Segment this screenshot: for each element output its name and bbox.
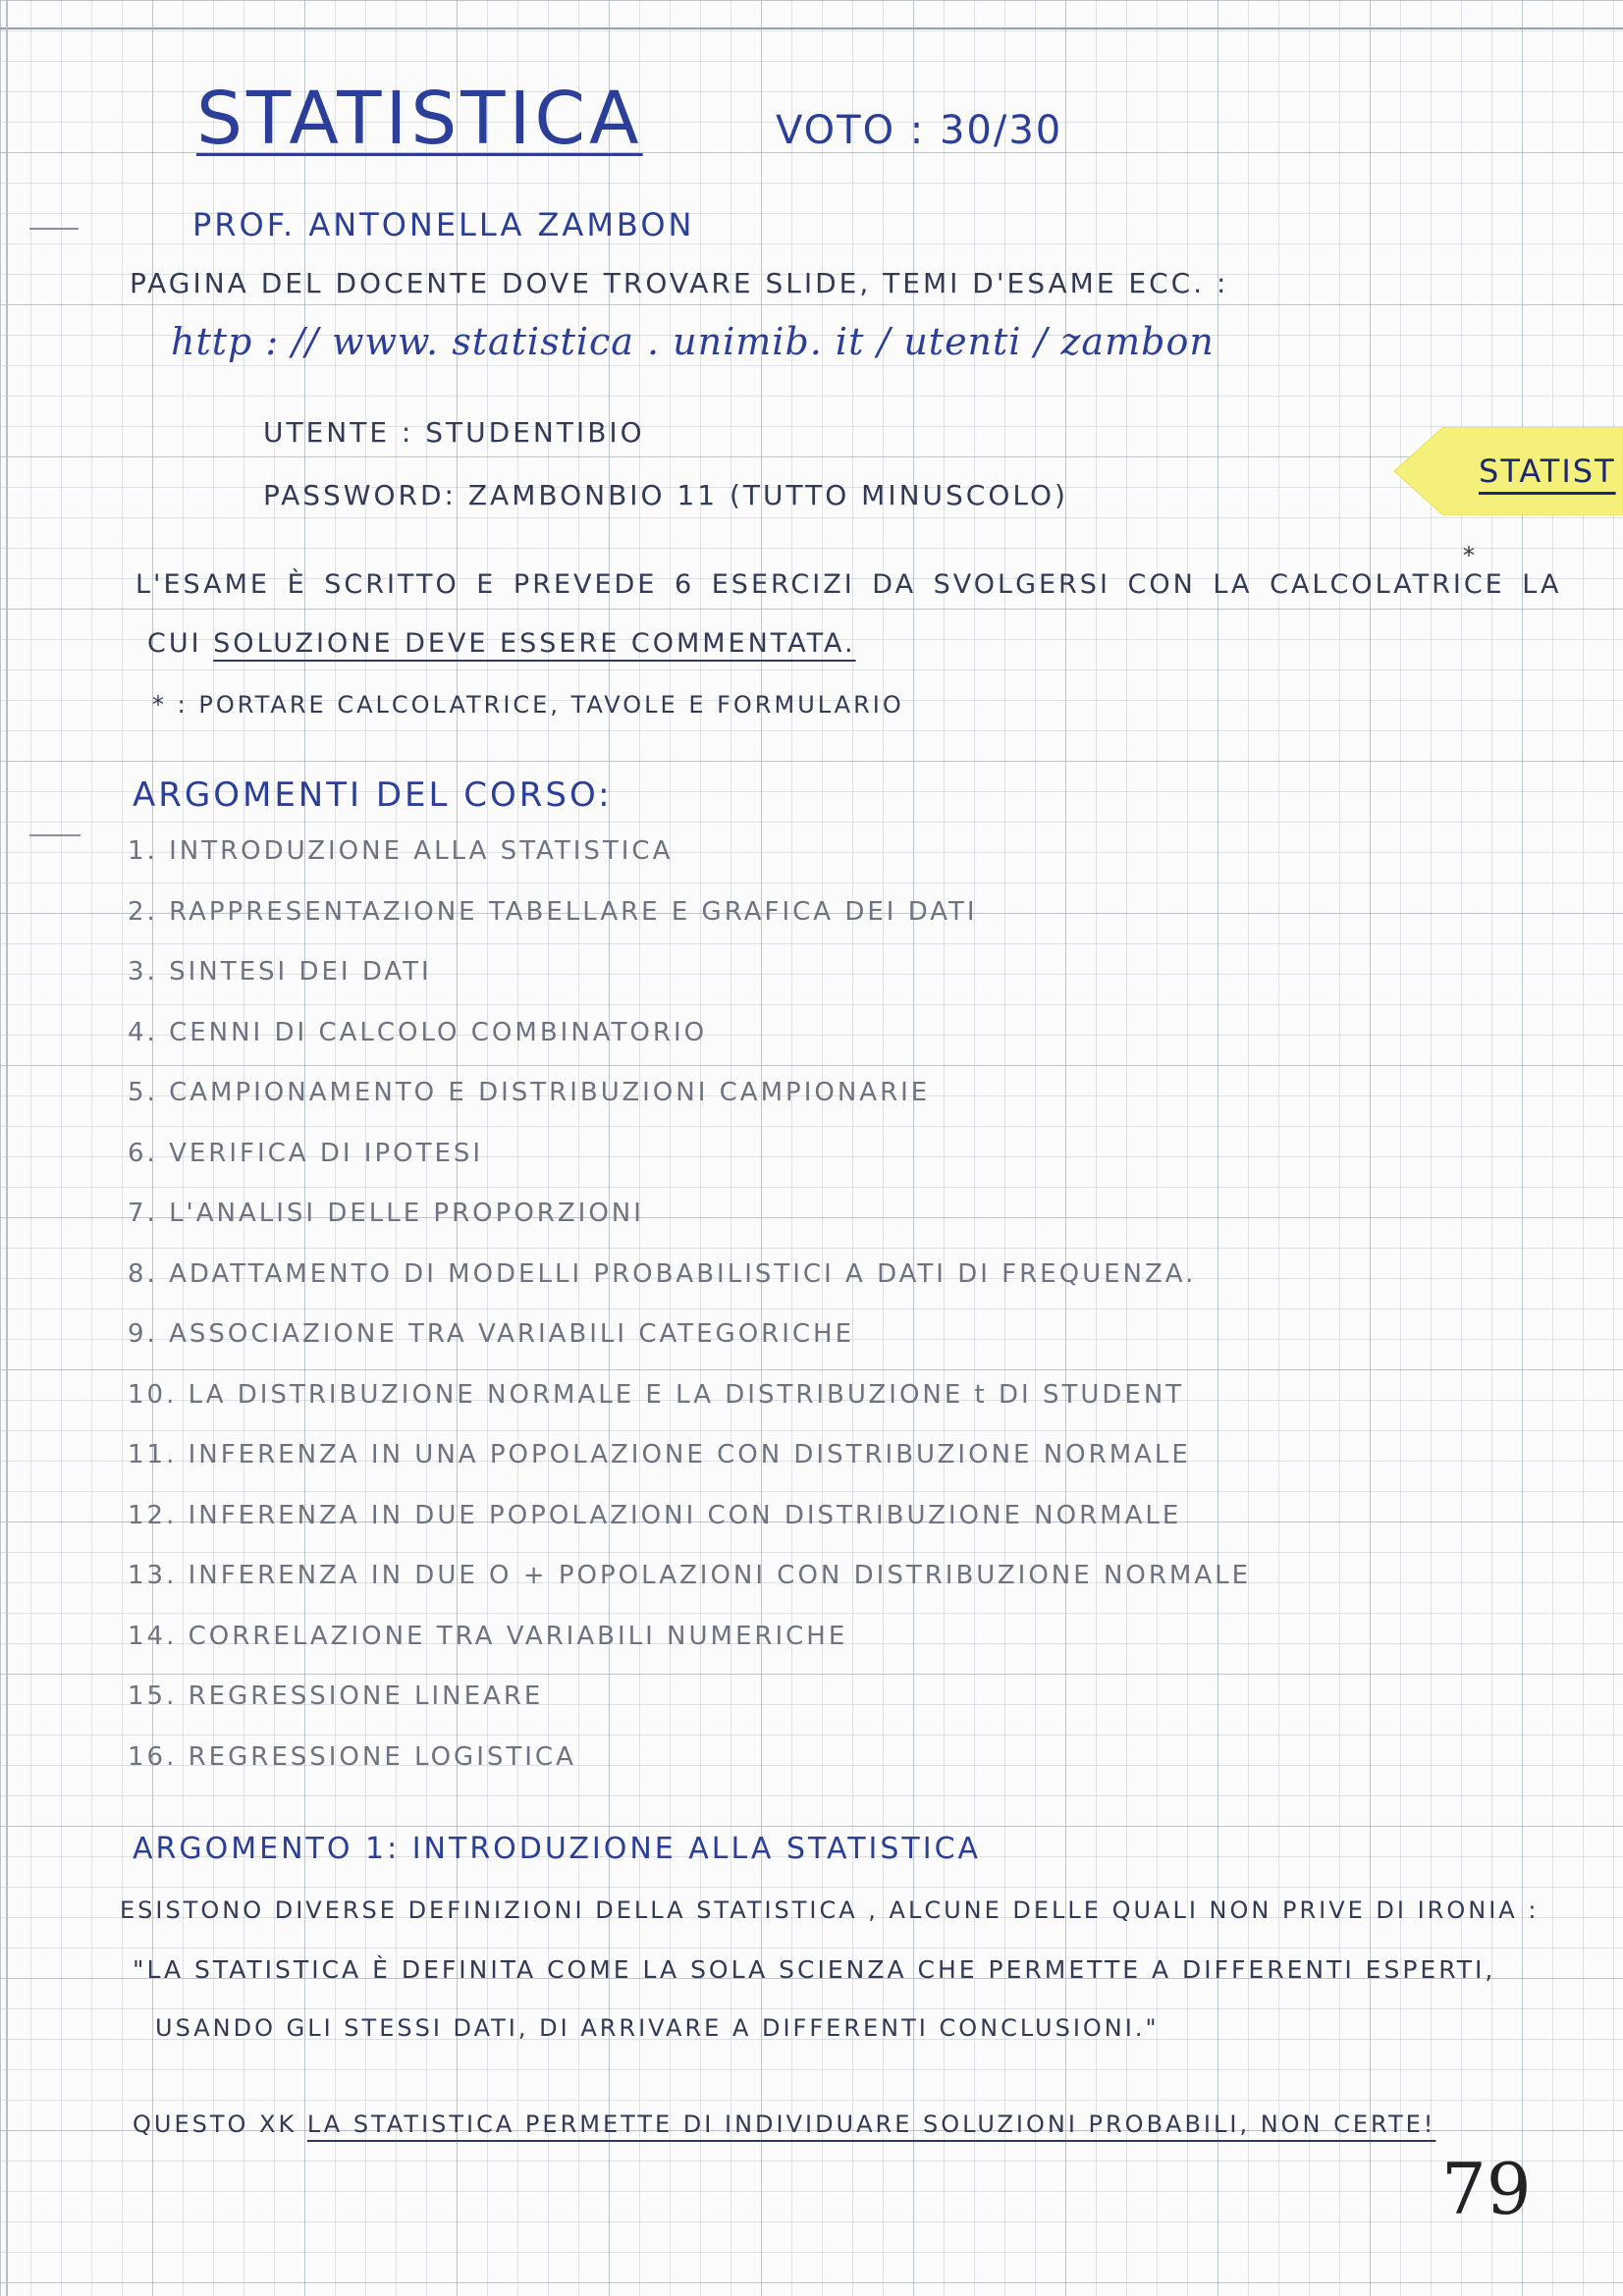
exam-description-continued <box>147 628 856 659</box>
username-line: UTENTE : STUDENTIBIO <box>263 416 645 449</box>
topic-item: 1. INTRODUZIONE ALLA STATISTICA <box>128 836 674 866</box>
teacher-page-info: PAGINA DEL DOCENTE DOVE TROVARE SLIDE, TEMI D'ESAME ECC. : <box>130 267 1229 299</box>
topic-item: 6. VERIFICA DI IPOTESI <box>128 1138 484 1168</box>
topic-item: 11. INFERENZA IN UNA POPOLAZIONE CON DISTRIBUZIONE NORMALE <box>128 1440 1191 1469</box>
page-title: STATISTICA <box>196 77 643 161</box>
exam-line2-prefix: CUI <box>147 628 202 659</box>
margin-mark <box>29 228 79 230</box>
asterisk-mark: * <box>1463 542 1478 569</box>
password-line: PASSWORD: ZAMBONBIO 11 (TUTTO MINUSCOLO) <box>263 479 1068 511</box>
grade: VOTO : 30/30 <box>776 108 1063 153</box>
topic-item: 4. CENNI DI CALCOLO COMBINATORIO <box>128 1017 708 1047</box>
argument1-conclusion <box>133 2110 1435 2138</box>
topic-item: 14. CORRELAZIONE TRA VARIABILI NUMERICHE <box>128 1621 848 1651</box>
topic-item: 8. ADATTAMENTO DI MODELLI PROBABILISTICI A DATI DI FREQUENZA. <box>128 1258 1197 1289</box>
side-tab-label: STATIST <box>1479 453 1616 490</box>
exam-line2-underlined: SOLUZIONE DEVE ESSERE COMMENTATA. <box>213 628 856 659</box>
exam-description: L'ESAME È SCRITTO E PREVEDE 6 ESERCIZI DA SVOLGERSI CON LA CALCOLATRICE LA <box>135 569 1562 600</box>
course-url: http : // www. statistica . unimib. it / utenti / zambon <box>171 320 1215 363</box>
topic-item: 3. SINTESI DEI DATI <box>128 957 432 987</box>
argument1-line1: ESISTONO DIVERSE DEFINIZIONI DELLA STATISTICA , ALCUNE DELLE QUALI NON PRIVE DI IRONIA : <box>120 1896 1540 1924</box>
conclusion-underlined: LA STATISTICA PERMETTE DI INDIVIDUARE SOLUZIONI PROBABILI, NON CERTE! <box>306 2110 1436 2138</box>
page-left-edge <box>6 0 8 2296</box>
topic-item: 12. INFERENZA IN DUE POPOLAZIONI CON DISTRIBUZIONE NORMALE <box>128 1500 1182 1530</box>
exam-note: * : PORTARE CALCOLATRICE, TAVOLE E FORMULARIO <box>152 691 904 719</box>
topic-item: 15. REGRESSIONE LINEARE <box>128 1682 544 1711</box>
topic-item: 9. ASSOCIAZIONE TRA VARIABILI CATEGORICHE <box>128 1319 855 1349</box>
margin-mark <box>29 834 81 836</box>
professor-name: PROF. ANTONELLA ZAMBON <box>192 206 695 243</box>
topics-list <box>128 836 1251 1802</box>
argument1-quote-line1: "LA STATISTICA È DEFINITA COME LA SOLA SCIENZA CHE PERMETTE A DIFFERENTI ESPERTI, <box>133 1955 1496 1984</box>
topics-heading: ARGOMENTI DEL CORSO: <box>133 775 613 815</box>
argument1-quote-line2: USANDO GLI STESSI DATI, DI ARRIVARE A DIFFERENTI CONCLUSIONI." <box>155 2014 1160 2042</box>
page-number: 79 <box>1441 2148 1532 2230</box>
side-tab-sticky <box>1394 427 1623 515</box>
conclusion-prefix: QUESTO XK <box>133 2110 298 2138</box>
topic-item: 13. INFERENZA IN DUE O + POPOLAZIONI CON DISTRIBUZIONE NORMALE <box>128 1561 1252 1590</box>
topic-item: 2. RAPPRESENTAZIONE TABELLARE E GRAFICA DEI DATI <box>128 896 978 927</box>
topic-item: 10. LA DISTRIBUZIONE NORMALE E LA DISTRIBUZIONE t DI STUDENT <box>128 1379 1185 1410</box>
argument1-heading: ARGOMENTO 1: INTRODUZIONE ALLA STATISTICA <box>133 1832 982 1866</box>
topic-item: 5. CAMPIONAMENTO E DISTRIBUZIONI CAMPIONARIE <box>128 1078 931 1107</box>
topic-item: 7. L'ANALISI DELLE PROPORZIONI <box>128 1199 644 1228</box>
topic-item: 16. REGRESSIONE LOGISTICA <box>128 1741 576 1772</box>
page-top-edge <box>0 27 1623 29</box>
